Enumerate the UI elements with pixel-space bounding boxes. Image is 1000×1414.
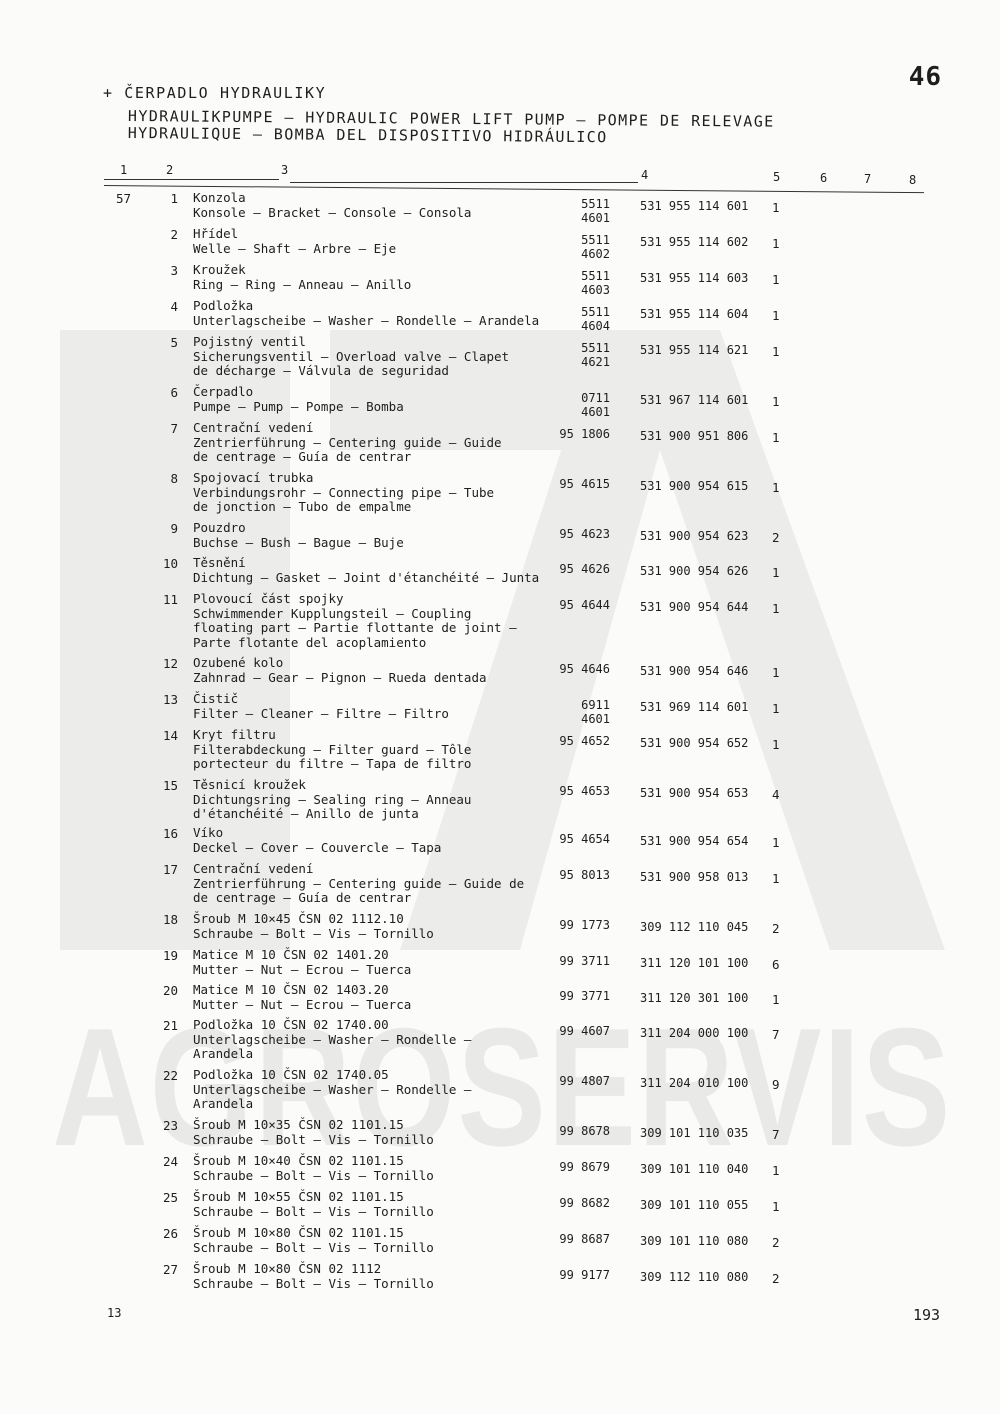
item-quantity: 9 bbox=[772, 1077, 780, 1092]
item-description bbox=[193, 1226, 553, 1255]
page-number: 46 bbox=[908, 62, 942, 92]
item-name-czech: Ozubené kolo bbox=[193, 655, 284, 670]
item-quantity: 6 bbox=[772, 957, 780, 972]
part-number-short: 0711 4601 bbox=[581, 391, 610, 419]
item-description bbox=[193, 1154, 553, 1183]
part-number-long: 531 900 954 615 bbox=[640, 479, 749, 493]
part-number-long: 311 204 010 100 bbox=[640, 1076, 749, 1090]
part-number-short: 99 8687 bbox=[559, 1232, 610, 1246]
item-quantity: 1 bbox=[772, 308, 780, 323]
part-number-long: 531 967 114 601 bbox=[640, 393, 749, 407]
item-name-translation: Schwimmender Kupplungsteil — Coupling bbox=[193, 605, 472, 621]
item-quantity: 1 bbox=[772, 601, 780, 616]
item-name-translation: Schraube — Bolt — Vis — Tornillo bbox=[193, 925, 434, 941]
part-number-long: 311 120 301 100 bbox=[640, 991, 749, 1005]
part-number-long: 311 120 101 100 bbox=[640, 956, 749, 970]
item-name-translation: Zentrierführung — Centering guide — Guide de bbox=[193, 875, 525, 891]
item-quantity: 1 bbox=[772, 394, 780, 409]
part-number-short: 95 4626 bbox=[559, 562, 610, 576]
item-name-translation: Ring — Ring — Anneau — Anillo bbox=[193, 276, 412, 292]
item-number: 21 bbox=[162, 1018, 178, 1033]
footer-left-number: 13 bbox=[107, 1306, 122, 1320]
item-number: 19 bbox=[162, 948, 178, 963]
item-name-translation: d'étanchéité — Anillo de junta bbox=[193, 806, 419, 822]
item-quantity: 1 bbox=[772, 565, 780, 580]
item-name-czech: Těsnicí kroužek bbox=[193, 777, 306, 792]
item-name-translation: Welle — Shaft — Arbre — Eje bbox=[193, 240, 397, 256]
item-name-czech: Plovoucí část spojky bbox=[193, 591, 344, 606]
item-number: 20 bbox=[162, 983, 178, 998]
item-number: 9 bbox=[170, 521, 178, 536]
item-number: 10 bbox=[162, 556, 178, 571]
part-number-short: 5511 4621 bbox=[581, 341, 610, 369]
item-name-czech: Čerpadlo bbox=[193, 384, 254, 399]
item-quantity: 1 bbox=[772, 701, 780, 716]
item-quantity: 1 bbox=[772, 665, 780, 680]
footer-page-number: 193 bbox=[913, 1306, 941, 1324]
item-name-translation: Schraube — Bolt — Vis — Tornillo bbox=[193, 1203, 434, 1219]
item-name-translation: portecteur du filtre — Tapa de filtro bbox=[193, 756, 472, 772]
item-number: 2 bbox=[170, 227, 178, 242]
column-header-8: 8 bbox=[909, 173, 917, 187]
part-number-long: 531 900 954 654 bbox=[640, 834, 749, 848]
item-description bbox=[193, 263, 553, 292]
item-name-translation: Filter — Cleaner — Filtre — Filtro bbox=[193, 705, 449, 721]
column-header-4: 4 bbox=[641, 168, 649, 182]
item-quantity: 1 bbox=[772, 236, 780, 251]
item-number: 6 bbox=[170, 385, 178, 400]
part-number-short: 95 4653 bbox=[559, 784, 610, 798]
item-name-translation: Filterabdeckung — Filter guard — Tôle bbox=[193, 741, 472, 757]
part-number-short: 99 8682 bbox=[559, 1196, 610, 1210]
part-number-long: 531 955 114 621 bbox=[640, 343, 749, 357]
part-number-short: 99 4607 bbox=[559, 1024, 610, 1038]
part-number-long: 531 900 954 626 bbox=[640, 564, 749, 578]
part-number-short: 6911 4601 bbox=[581, 698, 610, 726]
item-quantity: 1 bbox=[772, 480, 780, 495]
title-line-2: HYDRAULIKPUMPE — HYDRAULIC POWER LIFT PUMP — POMPE DE RELEVAGE bbox=[127, 107, 775, 131]
item-number: 26 bbox=[162, 1226, 178, 1241]
item-name-czech: Kroužek bbox=[193, 262, 246, 277]
part-number-short: 95 4615 bbox=[559, 477, 610, 491]
part-number-long: 531 955 114 604 bbox=[640, 307, 749, 321]
item-number: 11 bbox=[162, 592, 178, 607]
item-description bbox=[193, 656, 553, 685]
part-number-long: 531 900 954 652 bbox=[640, 736, 749, 750]
part-number-short: 95 1806 bbox=[559, 427, 610, 441]
watermark-text: AGROSERVIS bbox=[52, 993, 952, 1181]
item-quantity: 7 bbox=[772, 1027, 780, 1042]
item-description bbox=[193, 521, 553, 550]
part-number-short: 5511 4602 bbox=[581, 233, 610, 261]
item-description bbox=[193, 1118, 553, 1147]
item-name-czech: Pojistný ventil bbox=[193, 334, 306, 349]
header-rule-middle bbox=[290, 182, 638, 183]
item-name-czech: Šroub M 10×80 ČSN 02 1101.15 bbox=[193, 1225, 404, 1240]
item-quantity: 7 bbox=[772, 1127, 780, 1142]
item-description bbox=[193, 826, 553, 855]
item-name-czech: Hřídel bbox=[193, 226, 239, 241]
part-number-long: 531 900 954 653 bbox=[640, 786, 749, 800]
part-number-short: 5511 4601 bbox=[581, 197, 610, 225]
item-description bbox=[193, 471, 553, 515]
item-number: 23 bbox=[162, 1118, 178, 1133]
item-name-czech: Centrační vedení bbox=[193, 420, 314, 435]
item-name-translation: Parte flotante del acoplamiento bbox=[193, 635, 427, 651]
item-name-translation: Schraube — Bolt — Vis — Tornillo bbox=[193, 1275, 434, 1291]
part-number-short: 99 4807 bbox=[559, 1074, 610, 1088]
item-name-czech: Šroub M 10×35 ČSN 02 1101.15 bbox=[193, 1117, 404, 1132]
header-rule-left bbox=[104, 179, 279, 180]
item-name-translation: Deckel — Cover — Couvercle — Tapa bbox=[193, 839, 442, 855]
part-number-short: 99 3711 bbox=[559, 954, 610, 968]
item-name-czech: Centrační vedení bbox=[193, 861, 314, 876]
item-description bbox=[193, 948, 553, 977]
part-number-long: 309 112 110 080 bbox=[640, 1270, 749, 1284]
part-number-short: 5511 4604 bbox=[581, 305, 610, 333]
item-quantity: 1 bbox=[772, 344, 780, 359]
part-number-long: 531 955 114 603 bbox=[640, 271, 749, 285]
item-description bbox=[193, 778, 553, 822]
item-number: 16 bbox=[162, 826, 178, 841]
part-number-short: 99 3771 bbox=[559, 989, 610, 1003]
item-description bbox=[193, 862, 553, 906]
part-number-long: 531 969 114 601 bbox=[640, 700, 749, 714]
item-quantity: 1 bbox=[772, 871, 780, 886]
item-number: 3 bbox=[170, 263, 178, 278]
column-header-2: 2 bbox=[166, 163, 174, 177]
item-number: 13 bbox=[162, 692, 178, 707]
item-name-czech: Podložka bbox=[193, 298, 254, 313]
item-name-czech: Šroub M 10×45 ČSN 02 1112.10 bbox=[193, 911, 404, 926]
item-name-translation: Arandela bbox=[193, 1046, 254, 1062]
item-number: 17 bbox=[162, 862, 178, 877]
item-quantity: 2 bbox=[772, 1235, 780, 1250]
item-description bbox=[193, 227, 553, 256]
part-number-long: 309 112 110 045 bbox=[640, 920, 749, 934]
item-quantity: 1 bbox=[772, 737, 780, 752]
item-number: 14 bbox=[162, 728, 178, 743]
item-name-translation: Zentrierführung — Centering guide — Guide bbox=[193, 434, 502, 450]
item-number: 27 bbox=[162, 1262, 178, 1277]
item-description bbox=[193, 728, 553, 772]
part-number-short: 95 8013 bbox=[559, 868, 610, 882]
item-description bbox=[193, 912, 553, 941]
part-number-long: 309 101 110 055 bbox=[640, 1198, 749, 1212]
item-number: 24 bbox=[162, 1154, 178, 1169]
part-number-long: 531 900 958 013 bbox=[640, 870, 749, 884]
item-name-translation: Arandela bbox=[193, 1096, 254, 1112]
item-description bbox=[193, 1018, 553, 1062]
part-number-long: 531 955 114 602 bbox=[640, 235, 749, 249]
item-name-translation: Schraube — Bolt — Vis — Tornillo bbox=[193, 1131, 434, 1147]
item-quantity: 2 bbox=[772, 530, 780, 545]
item-name-translation: Schraube — Bolt — Vis — Tornillo bbox=[193, 1167, 434, 1183]
item-quantity: 1 bbox=[772, 1199, 780, 1214]
item-description bbox=[193, 692, 553, 721]
item-name-czech: Matice M 10 ČSN 02 1403.20 bbox=[193, 982, 389, 997]
item-description bbox=[193, 1068, 553, 1112]
item-name-translation: Mutter — Nut — Ecrou — Tuerca bbox=[193, 961, 412, 977]
part-number-short: 99 8679 bbox=[559, 1160, 610, 1174]
item-number: 4 bbox=[170, 299, 178, 314]
item-name-translation: Schraube — Bolt — Vis — Tornillo bbox=[193, 1239, 434, 1255]
part-number-long: 309 101 110 040 bbox=[640, 1162, 749, 1176]
item-number: 1 bbox=[170, 191, 178, 206]
part-number-long: 309 101 110 035 bbox=[640, 1126, 749, 1140]
item-description bbox=[193, 983, 553, 1012]
item-description bbox=[193, 385, 553, 414]
item-name-translation: Dichtungsring — Sealing ring — Anneau bbox=[193, 791, 472, 807]
part-number-long: 531 955 114 601 bbox=[640, 199, 749, 213]
item-number: 7 bbox=[170, 421, 178, 436]
item-name-czech: Čistič bbox=[193, 691, 239, 706]
item-name-translation: de centrage — Guía de centrar bbox=[193, 890, 412, 906]
item-name-czech: Kryt filtru bbox=[193, 727, 276, 742]
item-name-czech: Pouzdro bbox=[193, 520, 246, 535]
item-name-czech: Podložka 10 ČSN 02 1740.00 bbox=[193, 1017, 389, 1032]
item-quantity: 1 bbox=[772, 272, 780, 287]
item-name-translation: Sicherungsventil — Overload valve — Clapet bbox=[193, 348, 510, 364]
column-header-7: 7 bbox=[864, 172, 872, 186]
item-name-czech: Těsnění bbox=[193, 555, 246, 570]
part-number-long: 531 900 954 623 bbox=[640, 529, 749, 543]
item-name-czech: Šroub M 10×80 ČSN 02 1112 bbox=[193, 1261, 382, 1276]
item-description bbox=[193, 421, 553, 465]
part-number-short: 99 9177 bbox=[559, 1268, 610, 1282]
item-quantity: 2 bbox=[772, 921, 780, 936]
column-header-3: 3 bbox=[281, 163, 289, 177]
item-name-translation: Buchse — Bush — Bague — Buje bbox=[193, 534, 404, 550]
item-quantity: 1 bbox=[772, 430, 780, 445]
item-number: 12 bbox=[162, 656, 178, 671]
item-number: 15 bbox=[162, 778, 178, 793]
part-number-long: 531 900 954 646 bbox=[640, 664, 749, 678]
item-name-translation: Pumpe — Pump — Pompe — Bomba bbox=[193, 398, 404, 414]
item-description bbox=[193, 1190, 553, 1219]
part-number-short: 5511 4603 bbox=[581, 269, 610, 297]
group-number: 57 bbox=[116, 191, 132, 206]
part-number-short: 99 1773 bbox=[559, 918, 610, 932]
item-name-translation: Unterlagscheibe — Washer — Rondelle — bbox=[193, 1081, 472, 1097]
part-number-short: 95 4646 bbox=[559, 662, 610, 676]
item-name-translation: Verbindungsrohr — Connecting pipe — Tube bbox=[193, 484, 495, 500]
title-czech: + ČERPADLO HYDRAULIKY bbox=[103, 84, 327, 102]
column-header-5: 5 bbox=[773, 170, 781, 184]
part-number-short: 95 4644 bbox=[559, 598, 610, 612]
item-quantity: 1 bbox=[772, 200, 780, 215]
item-name-czech: Matice M 10 ČSN 02 1401.20 bbox=[193, 947, 389, 962]
item-description bbox=[193, 335, 553, 379]
item-description bbox=[193, 556, 553, 585]
item-description bbox=[193, 299, 553, 328]
item-number: 5 bbox=[170, 335, 178, 350]
item-name-translation: floating part — Partie flottante de joint — bbox=[193, 620, 517, 636]
item-quantity: 4 bbox=[772, 787, 780, 802]
column-header-1: 1 bbox=[120, 163, 128, 177]
part-number-long: 531 900 951 806 bbox=[640, 429, 749, 443]
item-name-czech: Konzola bbox=[193, 190, 246, 205]
item-description bbox=[193, 191, 553, 220]
item-description bbox=[193, 592, 553, 651]
title-translations bbox=[128, 108, 868, 148]
part-number-short: 95 4652 bbox=[559, 734, 610, 748]
item-description bbox=[193, 1262, 553, 1291]
item-number: 25 bbox=[162, 1190, 178, 1205]
part-number-long: 531 900 954 644 bbox=[640, 600, 749, 614]
item-name-translation: Unterlagscheibe — Washer — Rondelle — bbox=[193, 1031, 472, 1047]
item-name-translation: de décharge — Válvula de seguridad bbox=[193, 363, 449, 379]
part-number-long: 309 101 110 080 bbox=[640, 1234, 749, 1248]
item-name-czech: Spojovací trubka bbox=[193, 470, 314, 485]
item-name-translation: Mutter — Nut — Ecrou — Tuerca bbox=[193, 996, 412, 1012]
title-line-3: HYDRAULIQUE — BOMBA DEL DISPOSITIVO HIDRÁULICO bbox=[127, 123, 608, 147]
item-name-translation: Dichtung — Gasket — Joint d'étanchéité — Junta bbox=[193, 569, 540, 585]
item-name-translation: Zahnrad — Gear — Pignon — Rueda dentada bbox=[193, 669, 487, 685]
item-name-czech: Šroub M 10×40 ČSN 02 1101.15 bbox=[193, 1153, 404, 1168]
item-number: 18 bbox=[162, 912, 178, 927]
item-name-translation: de centrage — Guía de centrar bbox=[193, 449, 412, 465]
item-name-czech: Podložka 10 ČSN 02 1740.05 bbox=[193, 1067, 389, 1082]
part-number-short: 95 4623 bbox=[559, 527, 610, 541]
item-quantity: 1 bbox=[772, 992, 780, 1007]
column-header-6: 6 bbox=[820, 171, 828, 185]
item-quantity: 1 bbox=[772, 1163, 780, 1178]
item-number: 22 bbox=[162, 1068, 178, 1083]
part-number-short: 95 4654 bbox=[559, 832, 610, 846]
part-number-short: 99 8678 bbox=[559, 1124, 610, 1138]
item-name-czech: Šroub M 10×55 ČSN 02 1101.15 bbox=[193, 1189, 404, 1204]
item-name-translation: Unterlagscheibe — Washer — Rondelle — Arandela bbox=[193, 312, 540, 328]
item-name-translation: Konsole — Bracket — Console — Consola bbox=[193, 204, 472, 220]
item-name-translation: de jonction — Tubo de empalme bbox=[193, 499, 412, 515]
item-number: 8 bbox=[170, 471, 178, 486]
item-quantity: 1 bbox=[772, 835, 780, 850]
item-name-czech: Víko bbox=[193, 825, 224, 840]
part-number-long: 311 204 000 100 bbox=[640, 1026, 749, 1040]
item-quantity: 2 bbox=[772, 1271, 780, 1286]
